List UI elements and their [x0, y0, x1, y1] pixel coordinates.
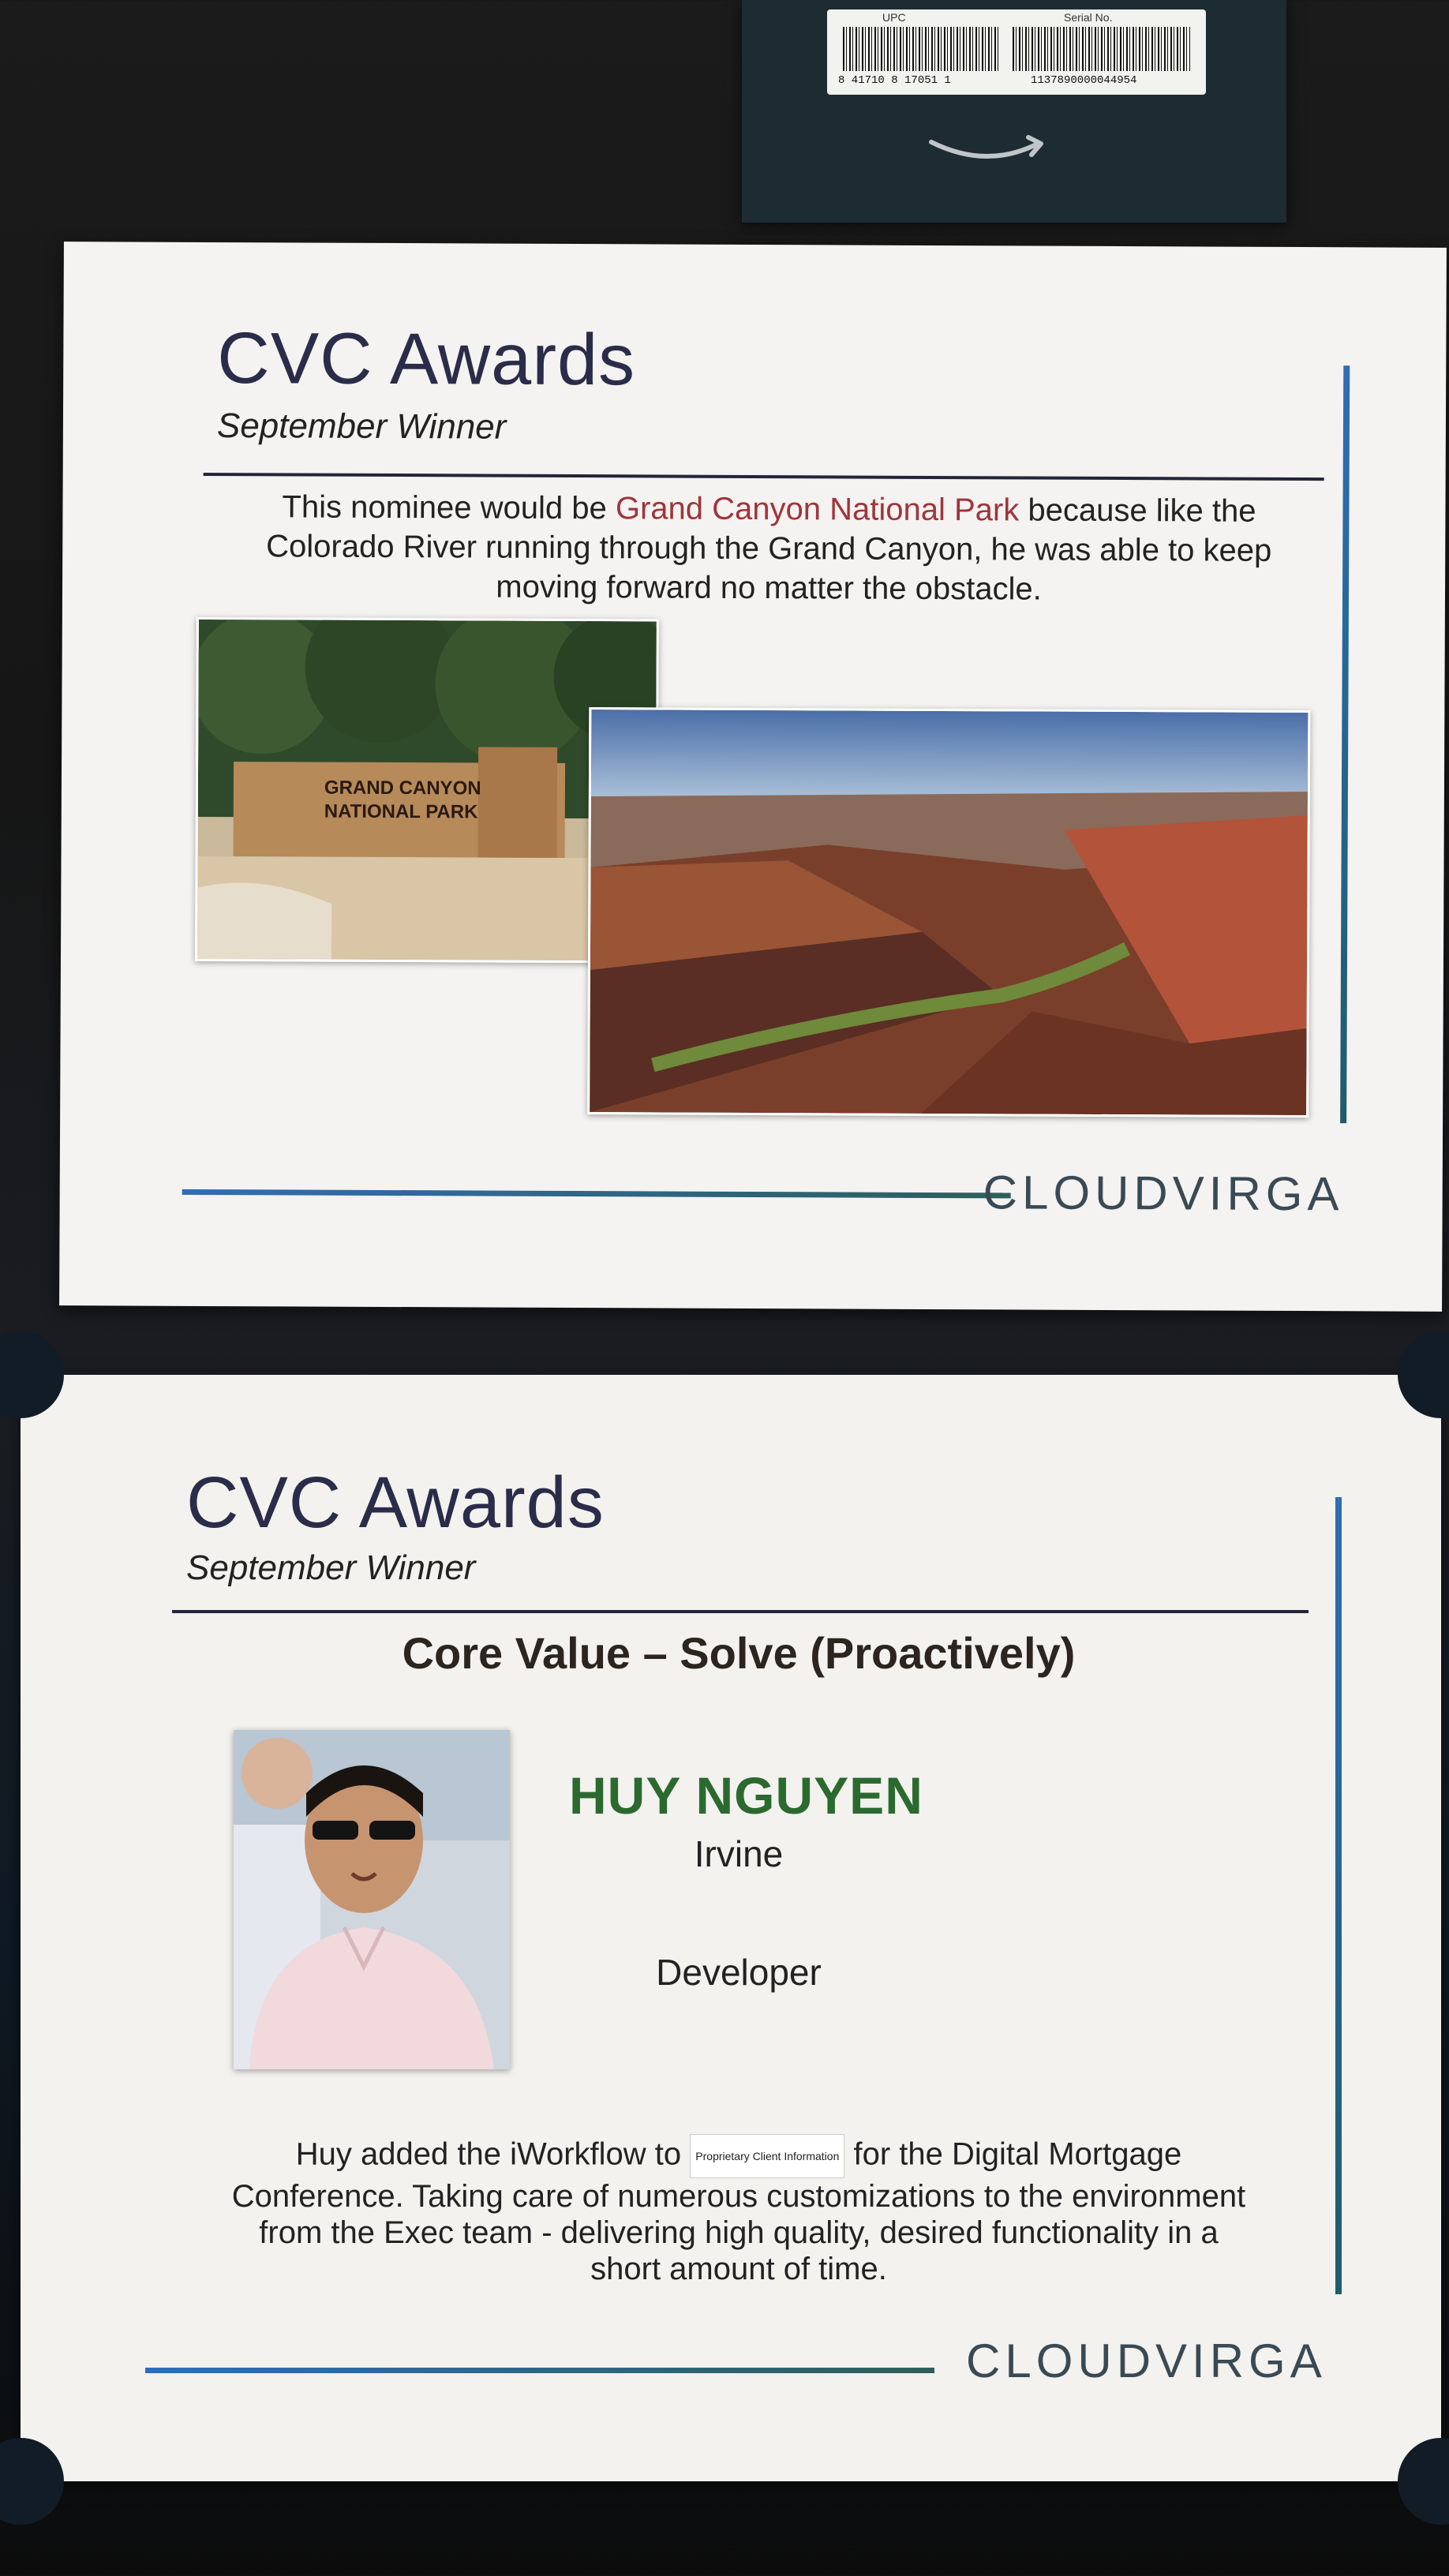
card2-desc-before: Huy added the iWorkflow to — [295, 2136, 691, 2172]
card1-highlight: Grand Canyon National Park — [615, 491, 1020, 528]
award-certificate-park — [59, 242, 1447, 1312]
card2-title: CVC Awards — [186, 1462, 605, 1543]
corner-notch — [0, 2438, 64, 2525]
redaction-label: Proprietary Client Information — [690, 2134, 844, 2178]
card1-bottom-accent — [182, 1189, 1011, 1199]
amazon-gift-box — [742, 0, 1286, 223]
employee-role: Developer — [656, 1952, 822, 1993]
card1-title: CVC Awards — [217, 318, 636, 401]
upc-label: UPC — [882, 11, 906, 24]
card1-text-after: because like the Colorado River running through the Grand Canyon, he was able to keep moving forward no matter the obstacle. — [266, 492, 1272, 607]
card1-divider — [204, 473, 1324, 481]
corner-notch — [1398, 1331, 1449, 1418]
card1-vertical-accent — [1340, 365, 1350, 1123]
card1-subtitle: September Winner — [216, 406, 507, 447]
barcode-label — [827, 9, 1206, 95]
card2-divider — [172, 1610, 1309, 1613]
upc-number: 8 41710 8 17051 1 — [838, 74, 951, 87]
card2-description — [226, 2134, 1252, 2287]
employee-location: Irvine — [694, 1833, 784, 1874]
card2-cloudvirga-logo: CLOUDVIRGA — [966, 2334, 1327, 2387]
card1-description — [252, 487, 1286, 610]
card2-vertical-accent — [1335, 1497, 1342, 2294]
sign-line2: NATIONAL PARK — [324, 800, 478, 823]
serial-barcode — [1013, 27, 1190, 71]
serial-label: Serial No. — [1064, 11, 1113, 24]
canyon-landscape-image — [590, 710, 1308, 1115]
corner-notch — [1398, 2438, 1449, 2525]
core-value-heading: Core Value – Solve (Proactively) — [402, 1628, 1076, 1678]
card2-subtitle: September Winner — [186, 1548, 476, 1587]
card2-desc-after: for the Digital Mortgage Conference. Taking care of numerous customizations to the environment from the Exec team - delivering high quality, desired functionality in a short amount of time. — [231, 2136, 1246, 2286]
employee-name: HUY NGUYEN — [569, 1766, 923, 1825]
amazon-smile-icon — [927, 134, 1046, 170]
upc-barcode — [843, 27, 1001, 71]
sign-line1: GRAND CANYON — [324, 777, 481, 799]
card2-bottom-accent — [145, 2368, 934, 2373]
canyon-landscape-photo — [587, 707, 1310, 1118]
card1-text-before: This nominee would be — [282, 489, 616, 526]
award-certificate-employee — [21, 1375, 1441, 2481]
serial-number: 1137890000044954 — [1031, 74, 1137, 87]
employee-portrait-image — [234, 1730, 510, 2069]
employee-portrait — [234, 1730, 510, 2069]
corner-notch — [0, 1331, 64, 1418]
card1-cloudvirga-logo: CLOUDVIRGA — [983, 1166, 1344, 1221]
